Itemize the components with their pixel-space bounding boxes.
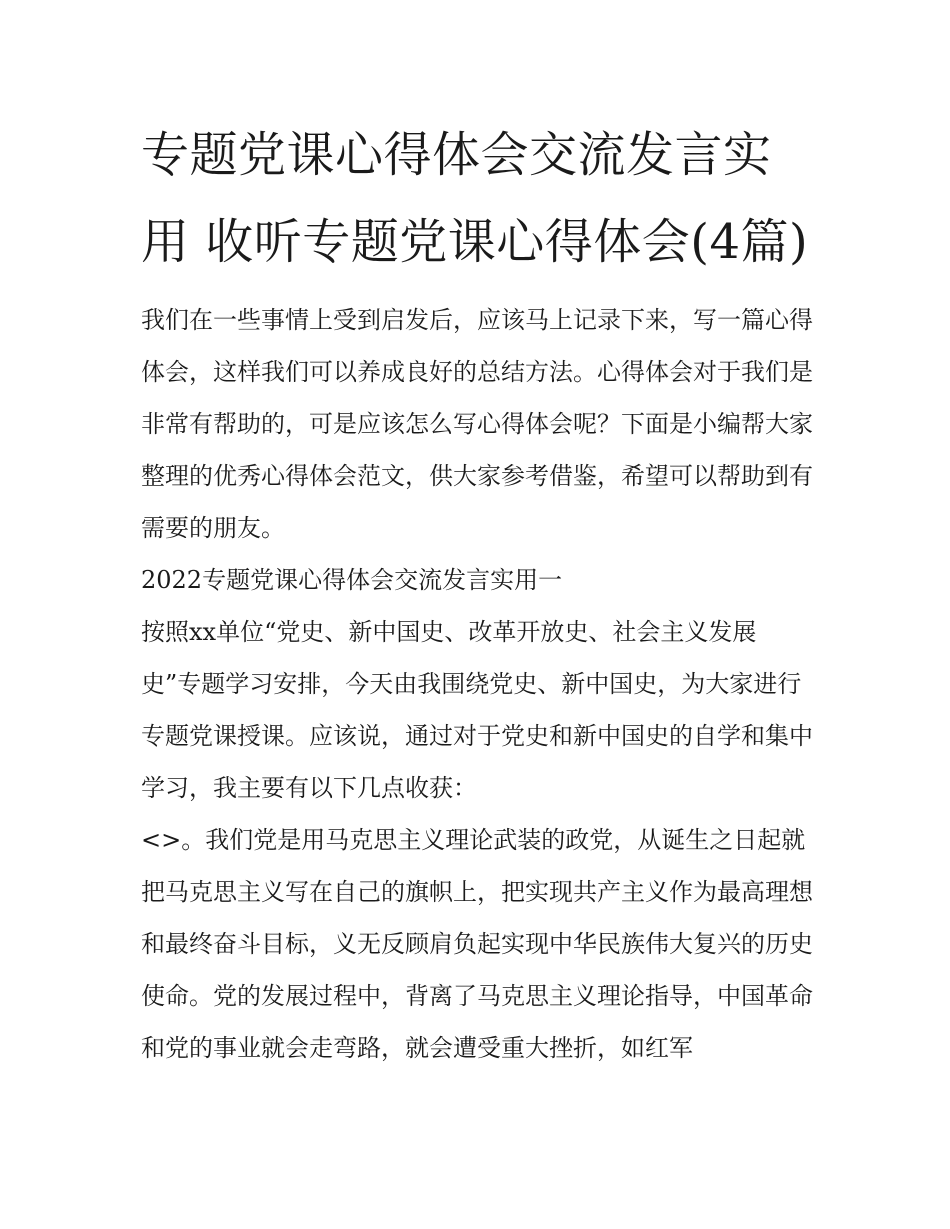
- body-paragraph: <>。我们党是用马克思主义理论武装的政党，从诞生之日起就把马克思主义写在自己的旗帜上，把实现共产主义作为最高理想和最终奋斗目标，义无反顾肩负起实现中华民族伟大复兴的历史使命。党的发展过程中，背离了马克思主义理论指导，中国革命和党的事业就会走弯路，就会遭受重大挫折，如红军: [141, 826, 813, 1062]
- document-page: [141, 112, 813, 1074]
- document-title: 专题党课心得体会交流发言实用 收听专题党课心得体会(4篇): [141, 127, 809, 270]
- section-heading: 2022专题党课心得体会交流发言实用一: [141, 566, 563, 594]
- intro-paragraph: 我们在一些事情上受到启发后，应该马上记录下来，写一篇心得体会，这样我们可以养成良好的总结方法。心得体会对于我们是非常有帮助的，可是应该怎么写心得体会呢？下面是小编帮大家整理的优秀心得体会范文，供大家参考借鉴，希望可以帮助到有需要的朋友。: [141, 306, 813, 542]
- body-paragraph: 按照xx单位“党史、新中国史、改革开放史、社会主义发展史”专题学习安排，今天由我围绕党史、新中国史，为大家进行专题党课授课。应该说，通过对于党史和新中国史的自学和集中学习，我主要有以下几点收获：: [141, 618, 813, 802]
